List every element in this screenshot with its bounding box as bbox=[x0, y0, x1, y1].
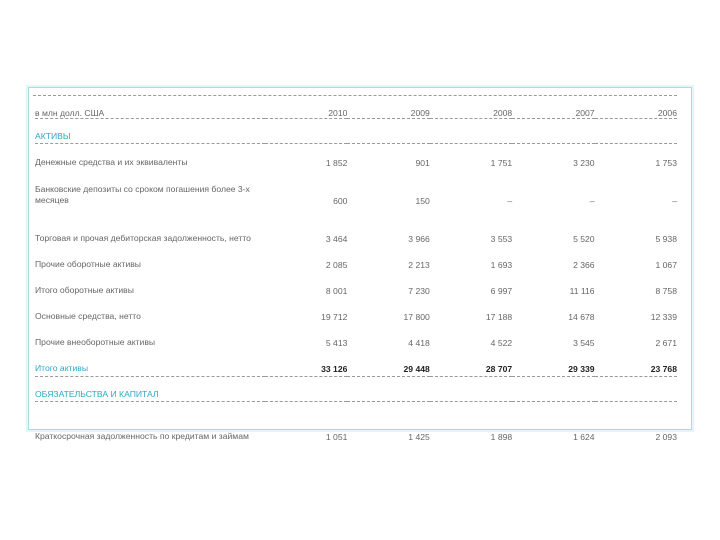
cell-value: 2 093 bbox=[655, 432, 677, 442]
cell-value: 3 966 bbox=[408, 234, 430, 244]
row-label: Основные средства, нетто bbox=[35, 311, 141, 321]
cell-value: 4 522 bbox=[490, 338, 513, 348]
assets-heading: АКТИВЫ bbox=[35, 119, 677, 144]
year-header: 2010 bbox=[265, 96, 347, 119]
total-assets-label: Итого активы bbox=[35, 350, 265, 377]
year-header: 2006 bbox=[595, 96, 677, 119]
row-label: Итого оборотные активы bbox=[35, 285, 134, 295]
cell-value: 5 938 bbox=[655, 234, 677, 244]
table-row bbox=[35, 324, 677, 350]
cell-value: 5 520 bbox=[573, 234, 595, 244]
cell-value: 1 693 bbox=[490, 260, 513, 270]
cell-value: 2 671 bbox=[655, 338, 677, 348]
liabilities-heading: ОБЯЗАТЕЛЬСТВА И КАПИТАЛ bbox=[35, 377, 677, 402]
row-label: Торговая и прочая дебиторская задолженность, нетто bbox=[35, 233, 251, 243]
cell-value: 3 464 bbox=[325, 234, 348, 244]
cell-value: – bbox=[507, 196, 513, 206]
total-assets-row bbox=[35, 350, 677, 377]
table-row bbox=[35, 246, 677, 272]
cell-value: 1 751 bbox=[490, 158, 513, 168]
cell-value: 17 188 bbox=[485, 312, 513, 322]
row-label: Банковские депозиты со сроком погашения более 3-х месяцев bbox=[35, 184, 250, 205]
table-row bbox=[35, 170, 677, 208]
table-row bbox=[35, 402, 677, 445]
row-label: Прочие внеоборотные активы bbox=[35, 337, 156, 347]
cell-value: 12 339 bbox=[650, 312, 677, 322]
total-value: 23 768 bbox=[595, 350, 677, 377]
cell-value: 1 067 bbox=[655, 260, 677, 270]
cell-value: 1 425 bbox=[408, 432, 430, 442]
cell-value: 17 800 bbox=[403, 312, 430, 322]
cell-value: 150 bbox=[415, 196, 430, 206]
cell-value: 2 366 bbox=[573, 260, 595, 270]
year-header: 2007 bbox=[512, 96, 594, 119]
cell-value: 5 413 bbox=[325, 338, 348, 348]
cell-value: 2 213 bbox=[408, 260, 430, 270]
section-liabilities-row bbox=[35, 377, 677, 402]
total-value: 33 126 bbox=[265, 350, 347, 377]
row-label: Денежные средства и их эквиваленты bbox=[35, 157, 188, 167]
cell-value: 3 230 bbox=[573, 158, 595, 168]
cell-value: 1 898 bbox=[490, 432, 513, 442]
cell-value: 4 418 bbox=[408, 338, 430, 348]
total-value: 28 707 bbox=[430, 350, 512, 377]
cell-value: 11 116 bbox=[569, 286, 595, 296]
year-header: 2009 bbox=[347, 96, 429, 119]
cell-value: 1 624 bbox=[573, 432, 595, 442]
cell-value: 901 bbox=[415, 158, 430, 168]
row-label: Прочие оборотные активы bbox=[35, 259, 141, 269]
cell-value: 8 001 bbox=[325, 286, 348, 296]
table-row bbox=[35, 144, 677, 171]
cell-value: 14 678 bbox=[568, 312, 595, 322]
total-value: 29 448 bbox=[347, 350, 429, 377]
table-row bbox=[35, 272, 677, 298]
cell-value: 8 758 bbox=[655, 286, 677, 296]
cell-value: 3 553 bbox=[490, 234, 513, 244]
cell-value: 1 051 bbox=[325, 432, 348, 442]
table-row bbox=[35, 208, 677, 246]
table-row bbox=[35, 298, 677, 324]
cell-value: 19 712 bbox=[321, 312, 348, 322]
cell-value: 7 230 bbox=[408, 286, 430, 296]
unit-label: в млн долл. США bbox=[35, 96, 265, 119]
financial-table-frame bbox=[28, 87, 692, 442]
cell-value: 600 bbox=[333, 196, 348, 206]
cell-value: 6 997 bbox=[490, 286, 513, 296]
cell-value: 1 753 bbox=[655, 158, 677, 168]
header-row bbox=[35, 96, 677, 119]
cell-value: 1 852 bbox=[325, 158, 348, 168]
balance-sheet-table bbox=[35, 96, 677, 444]
total-value: 29 339 bbox=[512, 350, 594, 377]
cell-value: – bbox=[672, 196, 677, 206]
year-header: 2008 bbox=[430, 96, 512, 119]
section-assets-row bbox=[35, 119, 677, 144]
cell-value: 2 085 bbox=[325, 260, 348, 270]
cell-value: 3 545 bbox=[573, 338, 595, 348]
row-label: Краткосрочная задолженность по кредитам и займам bbox=[35, 431, 249, 441]
cell-value: – bbox=[589, 196, 595, 206]
